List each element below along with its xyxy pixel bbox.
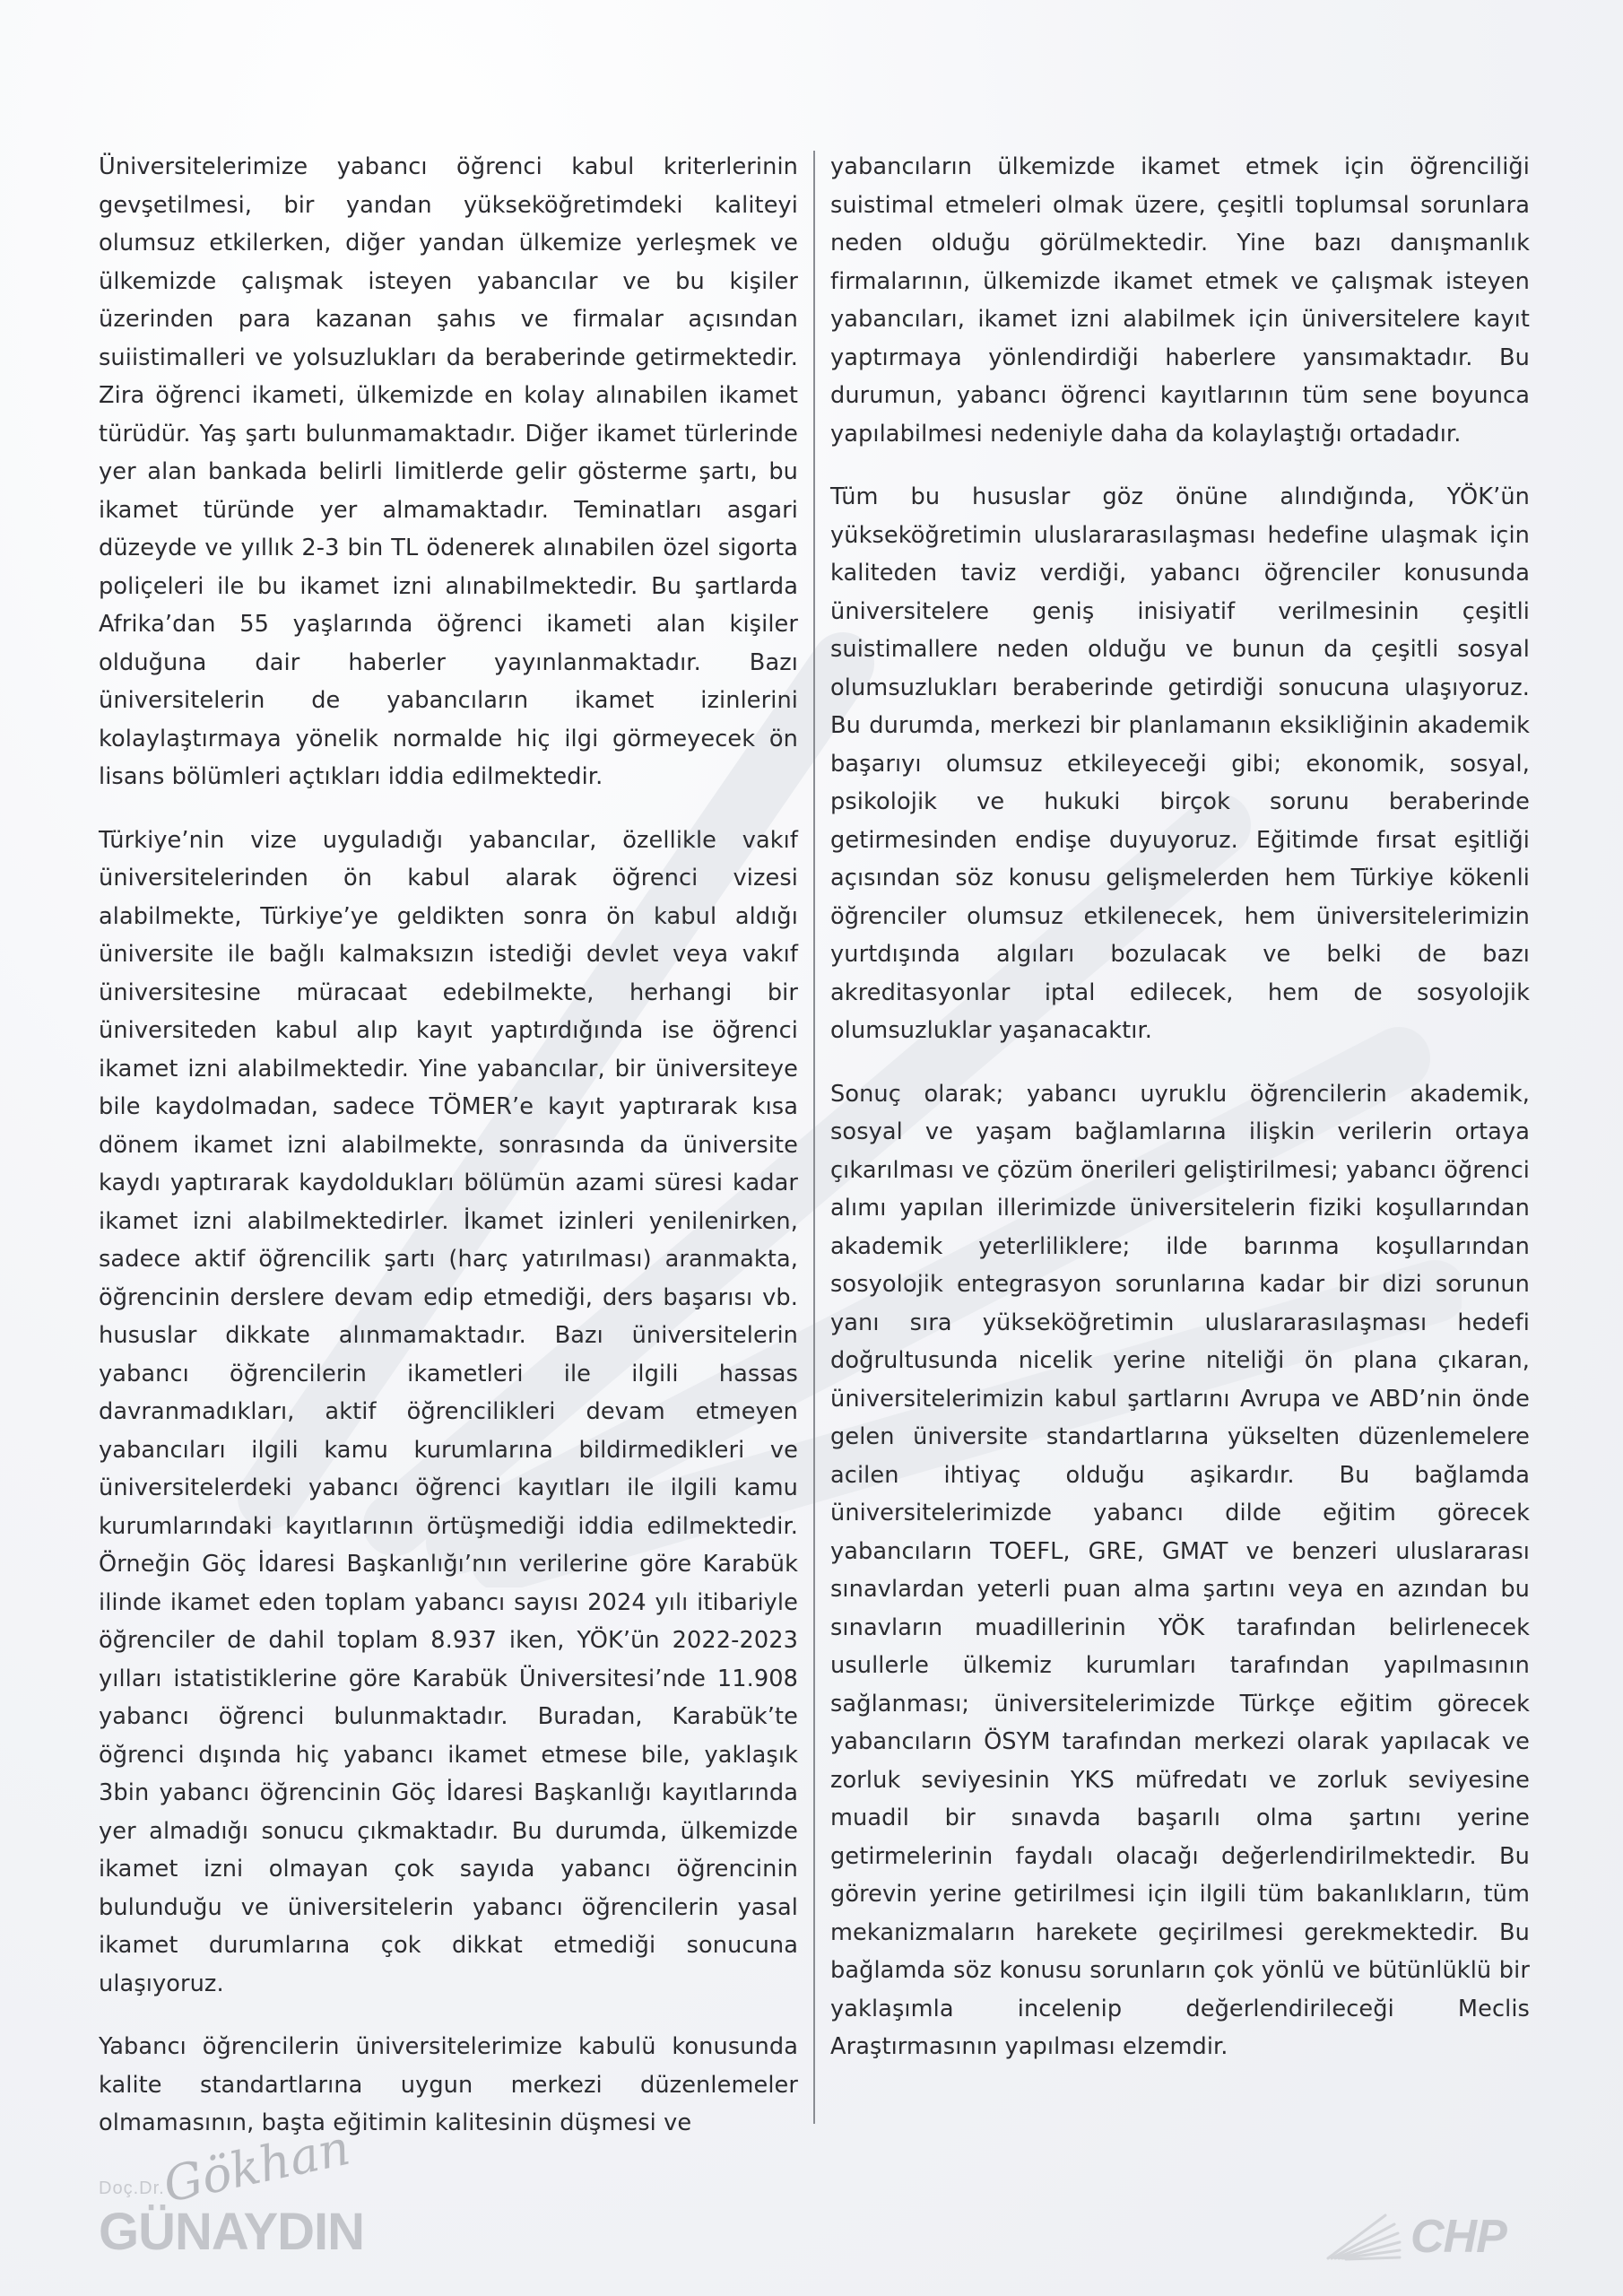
six-arrows-icon [1323,2208,1403,2262]
author-signature-script: Gökhan [158,2118,355,2213]
right-text-column [830,148,1530,2092]
column-divider [813,151,815,2124]
left-paragraph-1: Üniversitelerimize yabancı öğrenci kabul kriterlerinin gevşetilmesi, bir yandan yükseköğretimdeki kaliteyi olumsuz etkilerken, diğer yandan ülkemize yerleşmek ve ülkemizde çalışmak isteyen yabancılar ve bu kişiler üzerinden para kazanan şahıs ve firmalar açısından suiistimalleri ve yolsuzlukları da beraberinde getirmektedir. Zira öğrenci ikameti, ülkemizde en kolay alınabilen ikamet türüdür. Yaş şartı bulunmamaktadır. Diğer ikamet türlerinde yer alan bankada belirli limitlerde gelir gösterme şartı, bu ikamet türünde yer almamaktadır. Teminatları asgari düzeyde ve yıllık 2-3 bin TL ödenerek alınabilen özel sigorta poliçeleri ile bu ikamet izni alınabilmektedir. Bu şartlarda Afrika’dan 55 yaşlarında öğrenci ikameti alan kişiler olduğuna dair haberler yayınlanmaktadır. Bazı üniversitelerin de yabancıların ikamet izinlerini kolaylaştırmaya yönelik normalde hiç ilgi görmeyecek ön lisans bölümleri açtıkları iddia edilmektedir. [99,153,798,790]
party-logo [1323,2208,1538,2280]
right-paragraph-3: Sonuç olarak; yabancı uyruklu öğrencilerin akademik, sosyal ve yaşam bağlamlarına ilişkin verilerin ortaya çıkarılması ve çözüm önerileri geliştirilmesi; yabancı öğrenci alımı yapılan illerimizde üniversitelerin fiziki koşullarından akademik yeterliliklere; ilde barınma koşullarından sosyolojik entegrasyon sorunlarına kadar bir dizi sorunun yanı sıra yükseköğretimin uluslararasılaşması hedefi doğrultusunda nicelik yerine niteliği ön plana çıkaran, üniversitelerimizin kabul şartlarını Avrupa ve ABD’nin önde gelen üniversite standartlarına yükselten düzenlemelere acilen ihtiyaç olduğu aşikardır. Bu bağlamda üniversitelerimizde yabancı dilde eğitim görecek yabancıların TOEFL, GRE, GMAT ve benzeri uluslararası sınavlardan yeterli puan alma şartını veya en azından bu sınavların muadillerinin YÖK tarafından belirlenecek usullerle ülkemiz kurumları tarafından yapılmasının sağlanması; üniversitelerimizde Türkçe eğitim görecek yabancıların ÖSYM tarafından merkezi olarak yapılacak ve zorluk seviyesinin YKS müfredatı ve zorluk seviyesine muadil bir sınavda başarılı olma şartını yerine getirmelerinin faydalı olacağı değerlendirilmektedir. Bu görevin yerine getirilmesi için ilgili tüm bakanlıkların, tüm mekanizmaların harekete geçirilmesi gerekmektedir. Bu bağlamda söz konusu sorunların çok yönlü ve bütünlüklü bir yaklaşımla incelenip değerlendirileceği Meclis Araştırmasının yapılması elzemdir. [830,1080,1530,2060]
right-paragraph-1: yabancıların ülkemizde ikamet etmek için öğrenciliği suistimal etmeleri olmak üzere, çeşitli toplumsal sorunlara neden olduğu görülmektedir. Yine bazı danışmanlık firmalarının, ülkemizde ikamet etmek ve çalışmak isteyen yabancıları, ikamet izni alabilmek için üniversitelere kayıt yaptırmaya yönlendirdiği haberlere yansımaktadır. Bu durumun, yabancı öğrenci kayıtlarının tüm sene boyunca yapılabilmesi nedeniyle daha da kolaylaştığı ortadadır. [830,153,1530,448]
left-paragraph-2: Türkiye’nin vize uyguladığı yabancılar, özellikle vakıf üniversitelerinden ön kabul alarak öğrenci vizesi alabilmekte, Türkiye’ye geldikten sonra ön kabul aldığı üniversite ile bağlı kalmaksızın istediği devlet veya vakıf üniversitesine müracaat edebilmekte, herhangi bir üniversiteden kabul alıp kayıt yaptırdığında ise öğrenci ikamet izni alabilmektedir. Yine yabancılar, bir üniversiteye bile kaydolmadan, sadece TÖMER’e kayıt yaptırarak kısa dönem ikamet izni alabilmekte, sonrasında da üniversite kaydı yaptırarak kaydoldukları bölümün azami süresi kadar ikamet izni alabilmektedirler. İkamet izinleri yenilenirken, sadece aktif öğrencilik şartı (harç yatırılması) aranmakta, öğrencinin derslere devam edip etmediği, ders başarısı vb. hususlar dikkate alınmamaktadır. Bazı üniversitelerin yabancı öğrencilerin ikametleri ile ilgili hassas davranmadıkları, aktif öğrencilikleri devam etmeyen yabancıları ilgili kamu kurumlarına bildirmedikleri ve üniversitelerdeki yabancı öğrenci kayıtları ile ilgili kamu kurumlarındaki kayıtlarının örtüşmediği iddia edilmektedir. Örneğin Göç İdaresi Başkanlığı’nın verilerine göre Karabük ilinde ikamet eden toplam yabancı sayısı 2024 yılı itibariyle öğrenciler de dahil toplam 8.937 iken, YÖK’ün 2022-2023 yılları istatistiklerine göre Karabük Üniversitesi’nde 11.908 yabancı öğrenci bulunmaktadır. Buradan, Karabük’te öğrenci dışında hiç yabancı ikamet etmese bile, yaklaşık 3bin yabancı öğrencinin Göç İdaresi Başkanlığı kayıtlarında yer almadığı sonucu çıkmaktadır. Bu durumda, ülkemizde ikamet izni olmayan çok sayıda yabancı öğrencinin bulunduğu ve üniversitelerin yabancı öğrencilerin yasal ikamet durumlarına çok dikkat etmediği sonucuna ulaşıyoruz. [99,826,798,1997]
left-paragraph-3: Yabancı öğrencilerin üniversitelerimize kabulü konusunda kalite standartlarına uygun merkezi düzenlemeler olmamasının, başta eğitimin kalitesinin düşmesi ve [99,2033,798,2136]
party-logo-text: CHP [1410,2211,1506,2263]
author-signature-logo [99,2118,368,2274]
right-paragraph-2: Tüm bu hususlar göz önüne alındığında, YÖK’ün yükseköğretimin uluslararasılaşması hedefine ulaşmak için kaliteden taviz verdiği, yabancı öğrenciler konusunda üniversitelere geniş inisiyatif verilmesinin çeşitli suistimallere neden olduğu ve bunun da çeşitli sosyal olumsuzlukları beraberinde getirdiği sonucuna ulaşıyoruz. Bu durumda, merkezi bir planlamanın eksikliğinin akademik başarıyı olumsuz etkileyeceği gibi; ekonomik, sosyal, psikolojik ve hukuki birçok sorunu beraberinde getirmesinden endişe duyuyoruz. Eğitimde fırsat eşitliği açısından söz konusu gelişmelerden hem Türkiye kökenli öğrenciler olumsuz etkilenecek, hem üniversitelerimizin yurtdışında algıları bozulacak ve belki de bazı akreditasyonlar iptal edilecek, hem de sosyolojik olumsuzluklar yaşanacaktır. [830,483,1530,1044]
author-surname: GÜNAYDIN [99,2203,365,2261]
author-title: Doç.Dr. [99,2179,165,2198]
left-text-column [99,148,798,2168]
